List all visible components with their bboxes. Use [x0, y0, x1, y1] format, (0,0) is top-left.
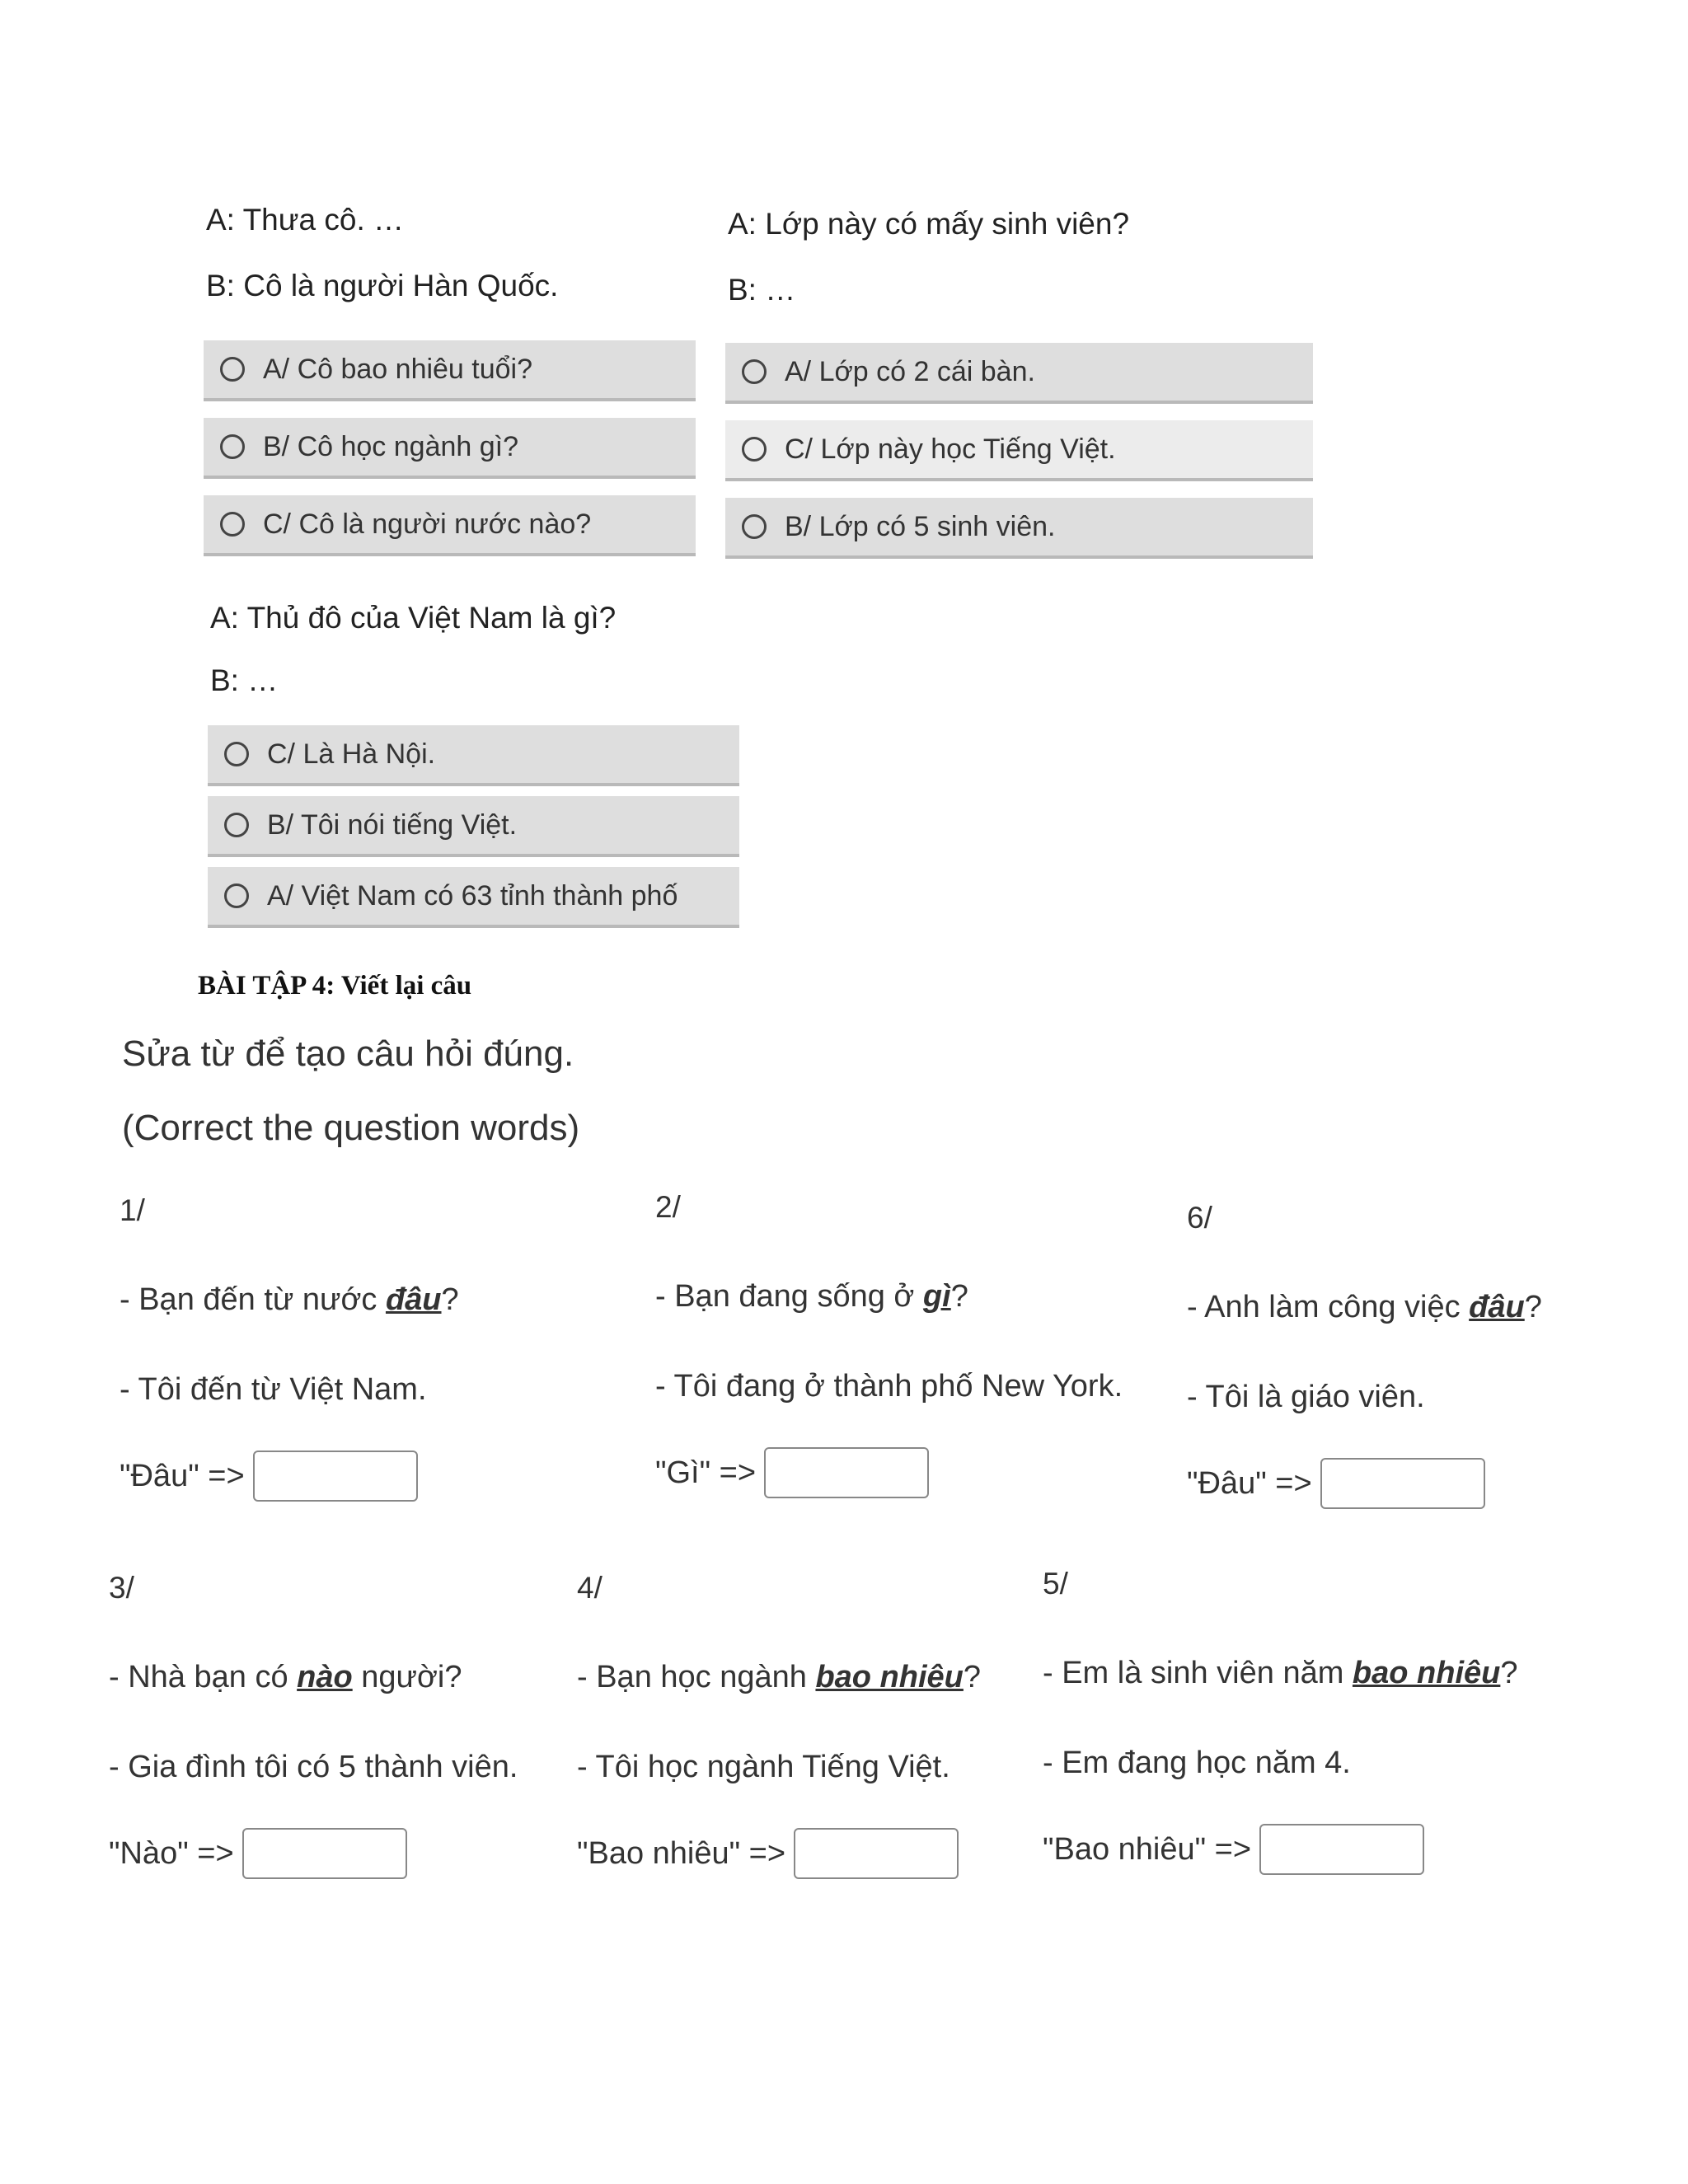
exercise-answer: - Gia đình tôi có 5 thành viên.: [109, 1750, 518, 1784]
exercise-prompt: "Bao nhiêu" =>: [577, 1836, 786, 1871]
quiz-question-3: [208, 600, 743, 930]
quiz-question-2: [725, 206, 1319, 569]
question-keyword: bao nhiêu: [815, 1660, 964, 1694]
option-label: C/ Cô là người nước nào?: [263, 508, 592, 540]
quiz-1-option-c[interactable]: [204, 495, 696, 556]
exercise-question: - Bạn học ngành bao nhiêu?: [577, 1660, 982, 1694]
radio-icon[interactable]: [742, 359, 767, 384]
quiz-1-option-b[interactable]: [204, 418, 696, 479]
exercise-question: - Bạn đang sống ở gì?: [655, 1279, 968, 1314]
radio-icon[interactable]: [220, 357, 245, 382]
exercise-prompt: "Đâu" =>: [1187, 1466, 1312, 1501]
quiz-2-option-b[interactable]: [725, 498, 1313, 559]
radio-icon[interactable]: [742, 514, 767, 539]
option-label: B/ Lớp có 5 sinh viên.: [785, 510, 1056, 542]
exercise-prompt-row: [1043, 1824, 1424, 1875]
question-keyword: bao nhiêu: [1352, 1656, 1501, 1690]
exercise-prompt: "Gì" =>: [655, 1455, 757, 1490]
question-keyword: gì: [922, 1279, 951, 1314]
quiz-question-1: [204, 202, 698, 565]
exercise-number: 4/: [577, 1571, 603, 1605]
answer-input-2[interactable]: [764, 1447, 929, 1498]
exercise-number: 2/: [655, 1190, 681, 1224]
exercise-number: 3/: [109, 1571, 134, 1605]
quiz-2-option-c[interactable]: [725, 420, 1313, 481]
exercise-3: [109, 1570, 587, 1900]
exercise-answer: - Tôi đến từ Việt Nam.: [120, 1372, 427, 1407]
option-label: B/ Tôi nói tiếng Việt.: [267, 808, 518, 841]
exercise-answer: - Tôi học ngành Tiếng Việt.: [577, 1750, 950, 1784]
option-label: C/ Lớp này học Tiếng Việt.: [785, 433, 1116, 465]
question-keyword: nào: [297, 1660, 353, 1694]
exercise-question: - Nhà bạn có nào người?: [109, 1660, 462, 1694]
exercise-prompt: "Đâu" =>: [120, 1459, 245, 1493]
instruction-english: (Correct the question words): [122, 1108, 580, 1148]
radio-icon[interactable]: [224, 742, 249, 766]
instruction-vietnamese: Sửa từ để tạo câu hỏi đúng.: [122, 1033, 574, 1074]
option-label: C/ Là Hà Nội.: [267, 738, 436, 770]
exercise-prompt-row: [1187, 1458, 1485, 1509]
exercise-2: [655, 1189, 1166, 1519]
radio-icon[interactable]: [224, 813, 249, 837]
answer-input-1[interactable]: [253, 1451, 418, 1502]
option-label: A/ Cô bao nhiêu tuổi?: [263, 353, 533, 385]
answer-input-6[interactable]: [1320, 1458, 1485, 1509]
quiz-1-option-a[interactable]: [204, 340, 696, 401]
quiz-2-option-a[interactable]: [725, 343, 1313, 404]
exercise-number: 6/: [1187, 1201, 1212, 1235]
quiz-3-line-a: A: Thủ đô của Việt Nam là gì?: [210, 601, 617, 635]
exercise-prompt: "Bao nhiêu" =>: [1043, 1832, 1252, 1867]
quiz-3-option-a[interactable]: [208, 867, 739, 928]
exercise-question: - Anh làm công việc đâu?: [1187, 1290, 1542, 1324]
exercise-prompt-row: [655, 1447, 929, 1498]
radio-icon[interactable]: [220, 512, 245, 537]
exercise-6: [1187, 1200, 1681, 1530]
quiz-2-line-b: B: …: [728, 273, 796, 307]
quiz-2-line-a: A: Lớp này có mấy sinh viên?: [728, 207, 1130, 241]
exercise-question: - Em là sinh viên năm bao nhiêu?: [1043, 1656, 1518, 1690]
radio-icon[interactable]: [220, 434, 245, 459]
quiz-3-option-b[interactable]: [208, 796, 739, 857]
exercise-number: 1/: [120, 1193, 145, 1227]
exercise-4: [577, 1570, 1055, 1900]
answer-input-4[interactable]: [794, 1828, 959, 1879]
answer-input-5[interactable]: [1259, 1824, 1424, 1875]
quiz-1-line-a: A: Thưa cô. …: [206, 203, 405, 237]
exercise-number: 5/: [1043, 1567, 1068, 1601]
exercise-prompt-row: [577, 1828, 959, 1879]
exercise-question: - Bạn đến từ nước đâu?: [120, 1282, 459, 1317]
exercise-answer: - Em đang học năm 4.: [1043, 1746, 1351, 1780]
question-keyword: đâu: [385, 1282, 442, 1317]
exercise-prompt-row: [109, 1828, 407, 1879]
option-label: A/ Lớp có 2 cái bàn.: [785, 355, 1035, 387]
radio-icon[interactable]: [224, 883, 249, 908]
radio-icon[interactable]: [742, 437, 767, 462]
question-keyword: đâu: [1469, 1290, 1525, 1324]
exercise-5: [1043, 1566, 1570, 1896]
exercise-prompt-row: [120, 1451, 418, 1502]
answer-input-3[interactable]: [242, 1828, 407, 1879]
quiz-3-line-b: B: …: [210, 663, 279, 697]
exercise-answer: - Tôi là giáo viên.: [1187, 1380, 1425, 1414]
exercise-answer: - Tôi đang ở thành phố New York.: [655, 1369, 1123, 1404]
option-label: A/ Việt Nam có 63 tỉnh thành phố: [267, 879, 678, 912]
option-label: B/ Cô học ngành gì?: [263, 430, 519, 462]
exercise-prompt: "Nào" =>: [109, 1836, 234, 1871]
section-4-heading: BÀI TẬP 4: Viết lại câu: [198, 971, 472, 1001]
quiz-3-option-c[interactable]: [208, 725, 739, 786]
exercise-1: [120, 1193, 631, 1522]
quiz-1-line-b: B: Cô là người Hàn Quốc.: [206, 269, 559, 302]
